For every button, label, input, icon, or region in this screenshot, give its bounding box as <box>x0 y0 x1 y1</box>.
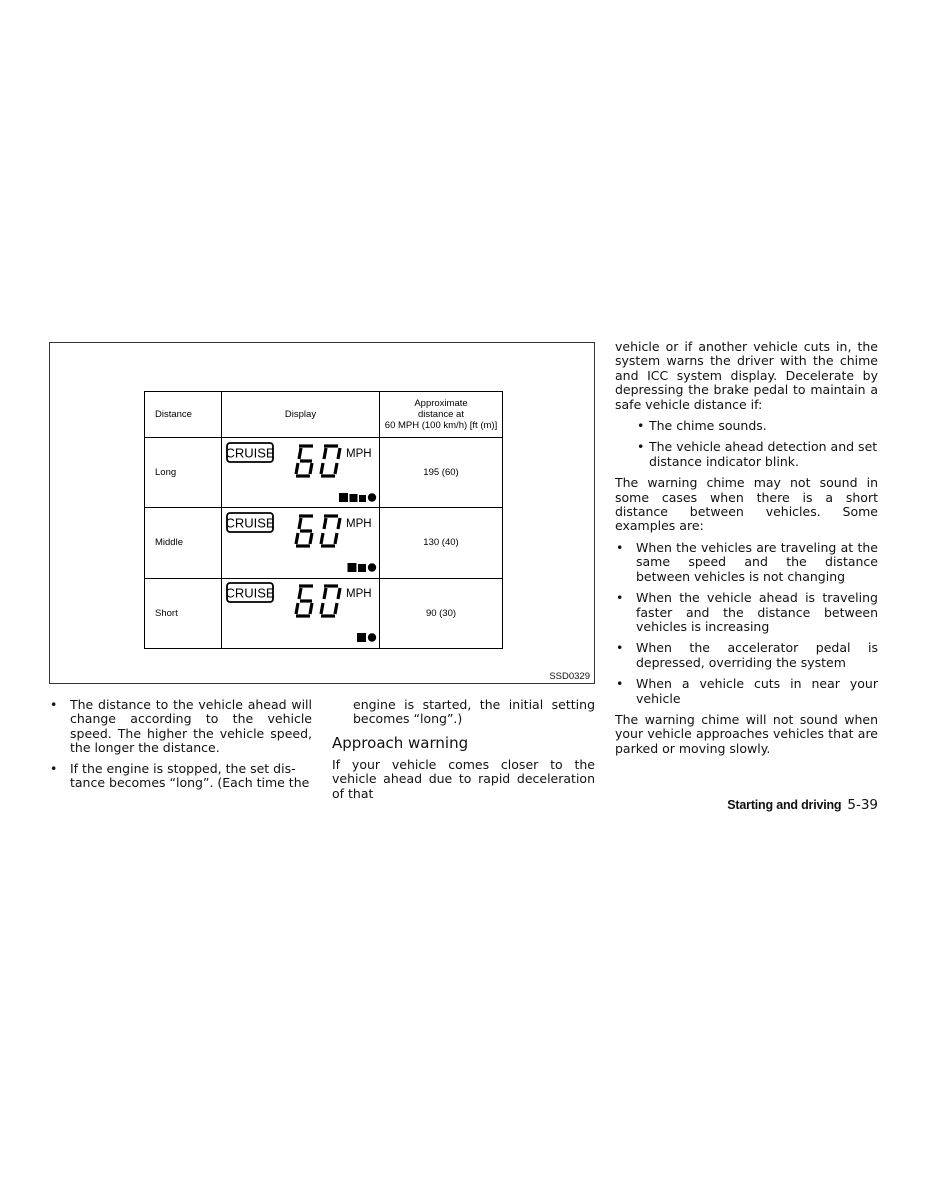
bullet-icon: • <box>616 640 624 656</box>
header-appr-line-2: distance at <box>418 408 464 420</box>
table-row <box>145 578 503 648</box>
paragraph: The warning chime may not sound in some cases when there is a short distance between vehicles. Some examples are: <box>615 475 878 534</box>
cruise-display-long <box>222 439 379 507</box>
digit-segment <box>299 588 301 599</box>
list-item <box>615 641 878 670</box>
digit-segment <box>335 603 337 614</box>
speed-digit <box>296 516 313 546</box>
row-approx-value: 90 (30) <box>380 578 503 648</box>
bullet-icon: • <box>616 590 624 606</box>
list-item <box>615 419 878 433</box>
cruise-display-middle <box>222 509 379 577</box>
digit-segment <box>338 518 340 529</box>
list-item <box>615 541 878 584</box>
bullet-line: If the engine is stopped, the set dis- <box>70 760 296 776</box>
figure-box <box>49 342 595 684</box>
digit-segment <box>299 518 301 529</box>
digit-segment <box>296 463 298 474</box>
section-heading: Approach warning <box>332 733 469 752</box>
table-row <box>145 437 503 507</box>
digit-segment <box>324 448 326 459</box>
bullet-text: The vehicle ahead detection and set distance indicator blink. <box>649 439 878 469</box>
speed-digit <box>321 516 340 546</box>
bullet-text: The chime sounds. <box>649 418 767 434</box>
column-3 <box>615 340 878 756</box>
row-distance-label: Long <box>145 437 222 507</box>
digit-segment <box>310 463 312 474</box>
bullet-line: tance becomes “long”. (Each time the <box>70 775 310 791</box>
distance-bar <box>350 494 358 502</box>
display-cell <box>222 578 380 648</box>
speed-digit <box>296 586 313 616</box>
digit-segment <box>335 533 337 544</box>
display-cell <box>222 508 380 578</box>
section-name: Starting and driving <box>727 798 842 812</box>
page-footer <box>727 797 878 813</box>
column-2 <box>332 698 595 801</box>
digit-segment <box>321 463 323 474</box>
cruise-badge-text: CRUISE <box>225 445 275 461</box>
cruise-badge-text: CRUISE <box>225 585 275 601</box>
digit-segment <box>299 448 301 459</box>
digit-segment <box>324 588 326 599</box>
bullet-icon: • <box>50 760 58 776</box>
digit-segment <box>338 588 340 599</box>
distance-bar <box>358 564 366 572</box>
bullet-text: When the vehicle ahead is traveling faster and the distance between vehicles is increasing <box>636 590 878 634</box>
header-display: Display <box>222 392 380 438</box>
bullet-text: When a vehicle cuts in near your vehicle <box>636 676 878 706</box>
speed-unit: MPH <box>346 588 372 601</box>
bullet-icon: • <box>616 676 624 692</box>
list-item <box>615 677 878 706</box>
list-item <box>49 698 312 756</box>
display-cell <box>222 437 380 507</box>
bullet-icon: • <box>637 439 645 455</box>
bullet-text: When the vehicles are traveling at the same speed and the distance between vehicles is not changing <box>636 539 878 584</box>
digit-segment <box>296 603 298 614</box>
digit-segment <box>338 448 340 459</box>
column-1 <box>49 698 312 790</box>
bullet-text: When the accelerator pedal is depressed, overriding the system <box>636 640 878 670</box>
list-item <box>615 591 878 634</box>
speed-digit <box>321 586 340 616</box>
bullet-icon: • <box>637 418 645 434</box>
digit-segment <box>310 533 312 544</box>
digit-segment <box>321 533 323 544</box>
distance-bar <box>348 563 357 572</box>
figure-code: SSD0329 <box>549 671 590 682</box>
speed-unit: MPH <box>346 517 372 530</box>
row-approx-value: 195 (60) <box>380 437 503 507</box>
cruise-badge-text: CRUISE <box>225 515 275 531</box>
header-appr-line-3: 60 MPH (100 km/h) [ft (m)] <box>384 419 498 431</box>
row-approx-value: 130 (40) <box>380 508 503 578</box>
paragraph: If your vehicle comes closer to the vehicle ahead due to rapid deceleration of that <box>332 756 595 801</box>
speed-digit <box>296 446 313 476</box>
digit-segment <box>335 463 337 474</box>
digit-segment <box>321 603 323 614</box>
distance-bar <box>359 495 366 502</box>
digit-segment <box>310 603 312 614</box>
continued-text: engine is started, the initial setting becomes “long”.) <box>353 697 595 727</box>
row-distance-label: Middle <box>145 508 222 578</box>
speed-digit <box>321 446 340 476</box>
cruise-display-short <box>222 579 379 647</box>
bullet-icon: • <box>616 539 624 555</box>
vehicle-ahead-indicator <box>368 634 376 642</box>
digit-segment <box>324 518 326 529</box>
list-item <box>615 440 878 469</box>
bullet-icon: • <box>50 697 58 712</box>
header-distance: Distance <box>145 392 222 438</box>
digit-segment <box>296 533 298 544</box>
paragraph: vehicle or if another vehicle cuts in, the system warns the driver with the chime and ICC system display. Decelerate by depressing the brake pedal to maintain a safe vehicle distance if: <box>615 339 878 412</box>
list-item <box>49 762 312 791</box>
speed-unit: MPH <box>346 447 372 460</box>
vehicle-ahead-indicator <box>368 493 376 501</box>
row-distance-label: Short <box>145 578 222 648</box>
header-approximate <box>380 392 503 438</box>
bullet-text: The distance to the vehicle ahead will change according to the vehicle speed. The higher the vehicle speed, the longer the distance. <box>70 697 312 756</box>
distance-table <box>144 391 503 649</box>
page-number: 5-39 <box>847 797 878 813</box>
vehicle-ahead-indicator <box>368 563 376 571</box>
table-header-row <box>145 392 503 438</box>
distance-bar <box>339 493 348 502</box>
distance-bar <box>357 633 366 642</box>
header-appr-line-1: Approximate <box>414 397 468 409</box>
table-row <box>145 508 503 578</box>
paragraph: The warning chime will not sound when your vehicle approaches vehicles that are parked or moving slowly. <box>615 711 878 756</box>
